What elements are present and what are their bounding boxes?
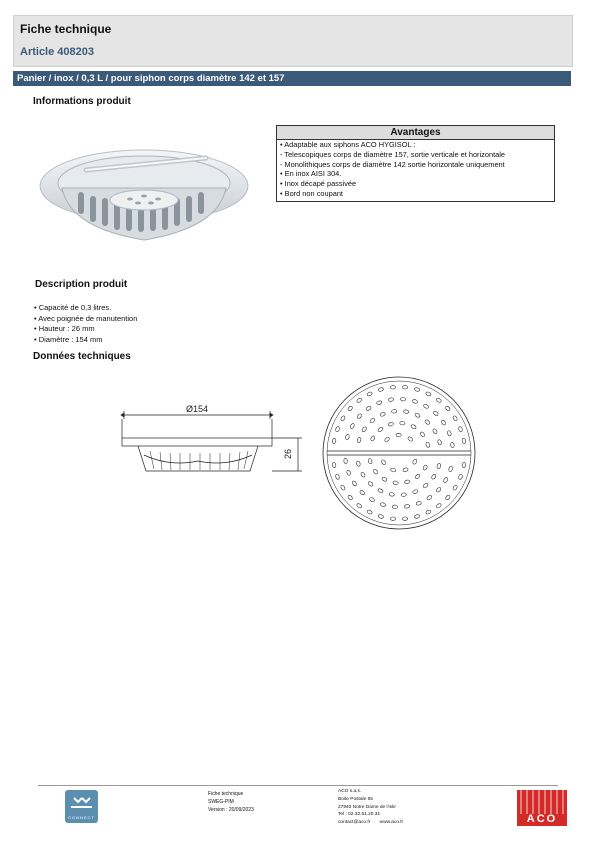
document-title: Fiche technique [20, 22, 112, 36]
perforation-hole [404, 479, 410, 484]
perforation-hole [407, 436, 413, 442]
perforation-hole [381, 459, 387, 465]
footer-doc-line: Fiche technique [208, 791, 244, 797]
perforation-hole [359, 490, 365, 496]
perforation-hole [365, 406, 371, 412]
perforation-hole [347, 494, 353, 500]
perforation-hole [443, 477, 449, 483]
description-item: • Diamètre : 154 mm [34, 334, 103, 344]
perforation-hole [356, 503, 362, 509]
perforation-hole [437, 439, 442, 445]
perforation-hole [412, 459, 417, 465]
top-view [323, 377, 475, 529]
perforation-hole [388, 422, 394, 427]
perforation-hole [335, 474, 340, 480]
company-line: 27940 Notre Dame de l'isle [338, 804, 396, 810]
aco-logo-text: ACO [526, 813, 558, 825]
perforation-hole [404, 504, 410, 508]
company-line: Boite Postale 65 [338, 796, 373, 802]
footer-doc-line: Version : 20/09/2023 [208, 807, 254, 814]
side-view [121, 411, 302, 471]
advantages-title: Avantages [277, 126, 554, 140]
perforation-hole [448, 466, 453, 472]
description-item: • Hauteur : 26 mm [34, 324, 95, 334]
perforation-hole [373, 469, 379, 475]
description-item: • Avec poignée de manutention [34, 313, 138, 323]
document-header [13, 15, 573, 67]
footer-doc-info [208, 790, 254, 815]
perforation-hole [346, 470, 351, 476]
advantage-line: - Telescopiques corps de diamètre 157, sortie verticale et horizontale [280, 149, 505, 159]
footer-divider [38, 785, 558, 786]
perforation-hole [391, 409, 397, 413]
perforation-hole [390, 385, 395, 389]
perforation-hole [378, 387, 384, 392]
perforation-hole [350, 423, 356, 429]
perforation-hole [380, 502, 386, 507]
section-info-heading: Informations produit [33, 96, 131, 107]
perforation-hole [381, 476, 387, 481]
perforation-hole [445, 494, 451, 500]
perforation-hole [452, 415, 458, 421]
description-item: • Capacité de 0,3 litres. [34, 303, 112, 312]
perforation-hole [422, 465, 427, 471]
perforation-hole [356, 397, 362, 403]
perforation-hole [345, 434, 350, 440]
perforation-hole [368, 481, 374, 487]
perforation-hole [432, 428, 438, 434]
perforation-hole [401, 493, 407, 497]
aco-logo [517, 790, 567, 826]
perforation-hole [344, 458, 348, 464]
perforation-hole [402, 517, 407, 521]
advantage-line: • Inox décapé passivée [280, 179, 357, 189]
perforation-hole [458, 474, 463, 480]
perforation-hole [367, 509, 373, 514]
perforation-hole [367, 391, 373, 396]
perforation-hole [425, 509, 431, 514]
perforation-hole [420, 431, 426, 437]
company-line: contact@aco.fr www.aco.fr [338, 820, 404, 826]
perforation-hole [390, 468, 396, 473]
perforation-hole [423, 483, 429, 489]
perforation-hole [393, 481, 399, 485]
perforation-hole [369, 497, 375, 503]
perforation-hole [416, 501, 422, 506]
perforation-hole [445, 405, 451, 411]
perforation-hole [450, 442, 454, 448]
connect-logo-text: CONNECT [68, 815, 95, 820]
perforation-hole [436, 487, 442, 493]
perforation-hole [352, 480, 358, 486]
perforation-hole [369, 418, 375, 424]
perforation-hole [361, 426, 367, 432]
perforation-hole [340, 415, 346, 421]
perforation-hole [356, 461, 361, 467]
connect-logo [65, 790, 98, 823]
perforation-hole [411, 424, 417, 429]
perforation-hole [414, 413, 420, 418]
perforation-hole [423, 404, 429, 410]
perforation-hole [412, 489, 418, 494]
perforation-hole [370, 435, 375, 441]
perforation-hole [384, 437, 390, 443]
perforation-hole [360, 472, 366, 478]
perforation-hole [377, 488, 383, 493]
perforation-hole [332, 438, 336, 444]
perforation-hole [425, 442, 430, 448]
perforation-hole [389, 492, 395, 496]
perforation-hole [415, 474, 421, 480]
perforation-hole [447, 430, 452, 436]
article-number: Article 408203 [20, 46, 94, 58]
section-description-heading: Description produit [35, 279, 128, 290]
perforation-hole [458, 426, 463, 432]
perforation-hole [462, 462, 466, 468]
perforation-hole [436, 397, 442, 403]
perforation-hole [340, 485, 346, 491]
description-list [34, 303, 137, 345]
footer-doc-line: SWEG-PIM [208, 799, 234, 806]
perforation-hole [424, 419, 430, 425]
product-title-band: Panier / inox / 0,3 L / pour siphon corps diamètre 142 et 157 [13, 71, 571, 86]
perforation-hole [403, 409, 409, 413]
perforation-hole [431, 474, 437, 480]
perforation-hole [412, 399, 418, 404]
perforation-hole [357, 437, 362, 443]
perforation-hole [400, 421, 406, 425]
height-label: 26 [283, 448, 293, 459]
perforation-hole [388, 398, 394, 402]
perforation-hole [376, 400, 382, 405]
perforation-hole [378, 514, 384, 519]
perforation-hole [414, 514, 420, 519]
company-line: Tel : 02.32.51.20.31 [338, 812, 381, 818]
advantages-box [276, 125, 555, 202]
company-line: ACO s.a.s. [338, 789, 362, 794]
perforation-hole [425, 391, 431, 396]
product-photo [30, 128, 258, 262]
diameter-label: Ø154 [186, 404, 209, 414]
advantage-line: • Bord non coupant [280, 188, 343, 198]
perforation-hole [392, 505, 397, 509]
advantage-line: - Monolithiques corps de diamètre 142 sortie horizontale uniquement [280, 159, 505, 169]
perforation-hole [436, 463, 441, 469]
perforation-hole [377, 427, 383, 433]
section-technical-heading: Données techniques [33, 351, 131, 362]
perforation-hole [368, 458, 373, 464]
perforation-hole [332, 462, 336, 468]
technical-drawing [110, 375, 480, 535]
perforation-hole [452, 485, 458, 491]
perforation-hole [335, 426, 340, 432]
perforation-hole [462, 438, 466, 444]
footer-company-info [338, 788, 403, 827]
perforation-hole [402, 385, 407, 389]
perforation-hole [414, 387, 420, 392]
perforation-hole [347, 405, 353, 411]
perforation-hole [400, 397, 405, 401]
perforation-hole [436, 503, 442, 509]
perforation-hole [390, 517, 395, 521]
advantage-line: • En inox AISI 304. [280, 169, 342, 179]
perforation-hole [433, 410, 439, 416]
perforation-hole [426, 495, 432, 501]
advantage-line: • Adaptable aux siphons ACO HYGISOL : [280, 140, 416, 149]
perforation-hole [380, 412, 386, 417]
perforation-hole [402, 467, 408, 472]
perforation-hole [396, 433, 401, 436]
perforation-hole [441, 419, 447, 425]
perforation-hole [356, 413, 362, 419]
